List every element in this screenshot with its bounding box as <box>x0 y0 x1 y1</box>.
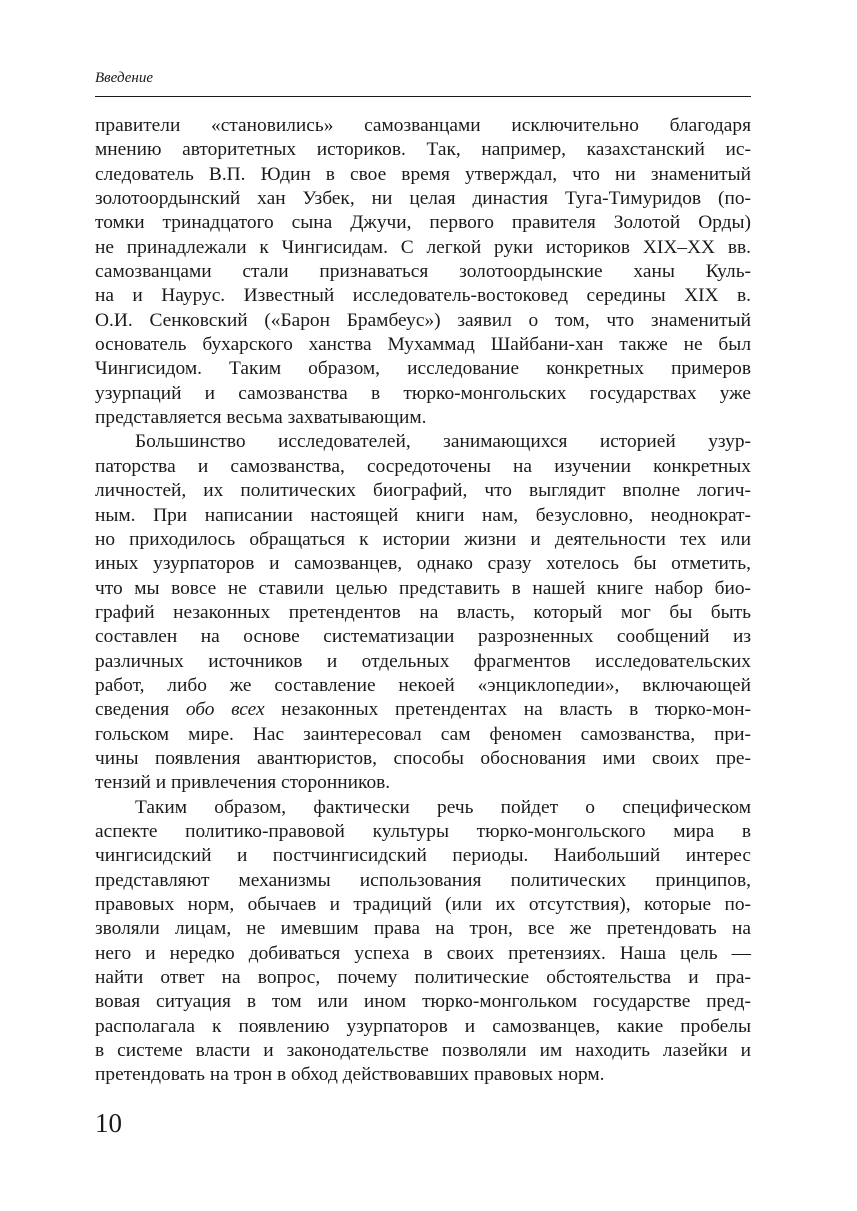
text-line <box>95 552 751 576</box>
text-line <box>95 211 751 235</box>
text-segment: О.И. Сенковский («Барон Брамбеус») заявил о том, что знаменитый <box>95 309 751 331</box>
text-segment: представляют механизмы использования политических принципов, <box>95 869 751 891</box>
paragraph <box>95 796 751 1088</box>
text-segment: мнению авторитетных историков. Так, например, казахстанский ис- <box>95 139 751 161</box>
text-line <box>95 577 751 601</box>
text-segment: узурпаций и самозванства в тюрко-монгольских государствах уже <box>95 382 751 404</box>
text-line <box>95 601 751 625</box>
body-text <box>95 114 751 1088</box>
text-line <box>95 114 751 138</box>
text-line <box>95 309 751 333</box>
text-segment: зволяли лицам, не имевшим права на трон, все же претендовать на <box>95 918 751 940</box>
text-segment: гольском мире. Нас заинтересовал сам феномен самозванства, при- <box>95 723 751 745</box>
paragraph <box>95 114 751 430</box>
text-line <box>95 942 751 966</box>
text-segment: составлен на основе систематизации разрозненных сообщений из <box>95 626 751 648</box>
text-line <box>95 796 751 820</box>
text-line <box>95 284 751 308</box>
text-line <box>95 674 751 698</box>
text-segment: томки тринадцатого сына Джучи, первого правителя Золотой Орды) <box>95 212 751 234</box>
text-line <box>95 430 751 454</box>
text-line <box>95 698 751 722</box>
text-line <box>95 893 751 917</box>
text-segment: него и нередко добиваться успеха в своих претензиях. Наша цель — <box>95 942 751 964</box>
text-line <box>95 236 751 260</box>
text-line <box>95 917 751 941</box>
text-line <box>95 1063 751 1087</box>
text-segment: представляется весьма захватывающим. <box>95 407 427 429</box>
text-line <box>95 138 751 162</box>
running-head: Введение <box>95 70 153 86</box>
text-line <box>95 869 751 893</box>
text-line <box>95 771 751 795</box>
text-segment: различных источников и отдельных фрагментов исследовательских <box>95 650 751 672</box>
text-segment: графий незаконных претендентов на власть, который мог бы быть <box>95 601 751 623</box>
text-line <box>95 406 751 430</box>
text-line <box>95 723 751 747</box>
page-number: 10 <box>95 1108 122 1138</box>
text-segment: располагала к появлению узурпаторов и самозванцев, какие пробелы <box>95 1015 751 1037</box>
text-line <box>95 504 751 528</box>
text-segment: личностей, их политических биографий, что выглядит вполне логич- <box>95 480 751 502</box>
text-line <box>95 820 751 844</box>
text-segment: но приходилось обращаться к истории жизни и деятельности тех или <box>95 528 751 550</box>
text-line <box>95 990 751 1014</box>
text-segment: незаконных претендентах на власть в тюрко-мон- <box>264 699 752 721</box>
text-segment: Большинство исследователей, занимающихся историей узур- <box>135 431 751 453</box>
text-line <box>95 528 751 552</box>
text-line <box>95 844 751 868</box>
text-segment: вовая ситуация в том или ином тюрко-монгольком государстве пред- <box>95 991 751 1013</box>
text-segment: иных узурпаторов и самозванцев, однако сразу хотелось бы отметить, <box>95 553 751 575</box>
text-segment: основатель бухарского ханства Мухаммад Шайбани-хан также не был <box>95 334 751 356</box>
text-segment: что мы вовсе не ставили целью представить в нашей книге набор био- <box>95 577 751 599</box>
text-line <box>95 479 751 503</box>
text-segment: на и Наурус. Известный исследователь-востоковед середины XIX в. <box>95 285 751 307</box>
text-line <box>95 625 751 649</box>
text-segment: правители «становились» самозванцами исключительно благодаря <box>95 115 751 136</box>
text-line <box>95 357 751 381</box>
text-segment: не принадлежали к Чингисидам. С легкой руки историков XIX–XX вв. <box>95 236 751 258</box>
text-line <box>95 966 751 990</box>
header-rule <box>95 96 751 97</box>
text-segment: сведения <box>95 699 186 721</box>
text-segment: ным. При написании настоящей книги нам, безусловно, неоднократ- <box>95 504 751 526</box>
text-line <box>95 1015 751 1039</box>
text-segment: в системе власти и законодательстве позволяли им находить лазейки и <box>95 1040 751 1062</box>
text-segment: Таким образом, фактически речь пойдет о специфическом <box>135 796 751 818</box>
text-segment: найти ответ на вопрос, почему политические обстоятельства и пра- <box>95 967 751 989</box>
text-line <box>95 650 751 674</box>
text-segment: претендовать на трон в обход действовавших правовых норм. <box>95 1064 605 1086</box>
text-segment: золотоордынский хан Узбек, ни целая династия Туга-Тимуридов (по- <box>95 188 751 210</box>
text-segment: самозванцами стали признаваться золотоордынские ханы Куль- <box>95 261 751 283</box>
text-segment: чины появления авантюристов, способы обоснования ими своих пре- <box>95 747 751 769</box>
text-segment: паторства и самозванства, сосредоточены на изучении конкретных <box>95 455 751 477</box>
text-segment: Чингисидом. Таким образом, исследование конкретных примеров <box>95 358 751 380</box>
paragraph <box>95 430 751 795</box>
emphasis-text: обо всех <box>185 699 265 721</box>
text-line <box>95 1039 751 1063</box>
text-line <box>95 747 751 771</box>
text-segment: правовых норм, обычаев и традиций (или их отсутствия), которые по- <box>95 894 751 915</box>
text-segment: тензий и привлечения сторонников. <box>95 772 391 794</box>
text-line <box>95 382 751 406</box>
text-line <box>95 187 751 211</box>
text-line <box>95 455 751 479</box>
text-segment: следователь В.П. Юдин в свое время утверждал, что ни знаменитый <box>95 163 751 185</box>
text-line <box>95 260 751 284</box>
text-line <box>95 163 751 187</box>
text-segment: аспекте политико-правовой культуры тюрко-монгольского мира в <box>95 820 751 842</box>
text-segment: чингисидский и постчингисидский периоды. Наибольший интерес <box>95 845 751 867</box>
text-segment: работ, либо же составление некоей «энциклопедии», включающей <box>95 674 751 696</box>
text-line <box>95 333 751 357</box>
